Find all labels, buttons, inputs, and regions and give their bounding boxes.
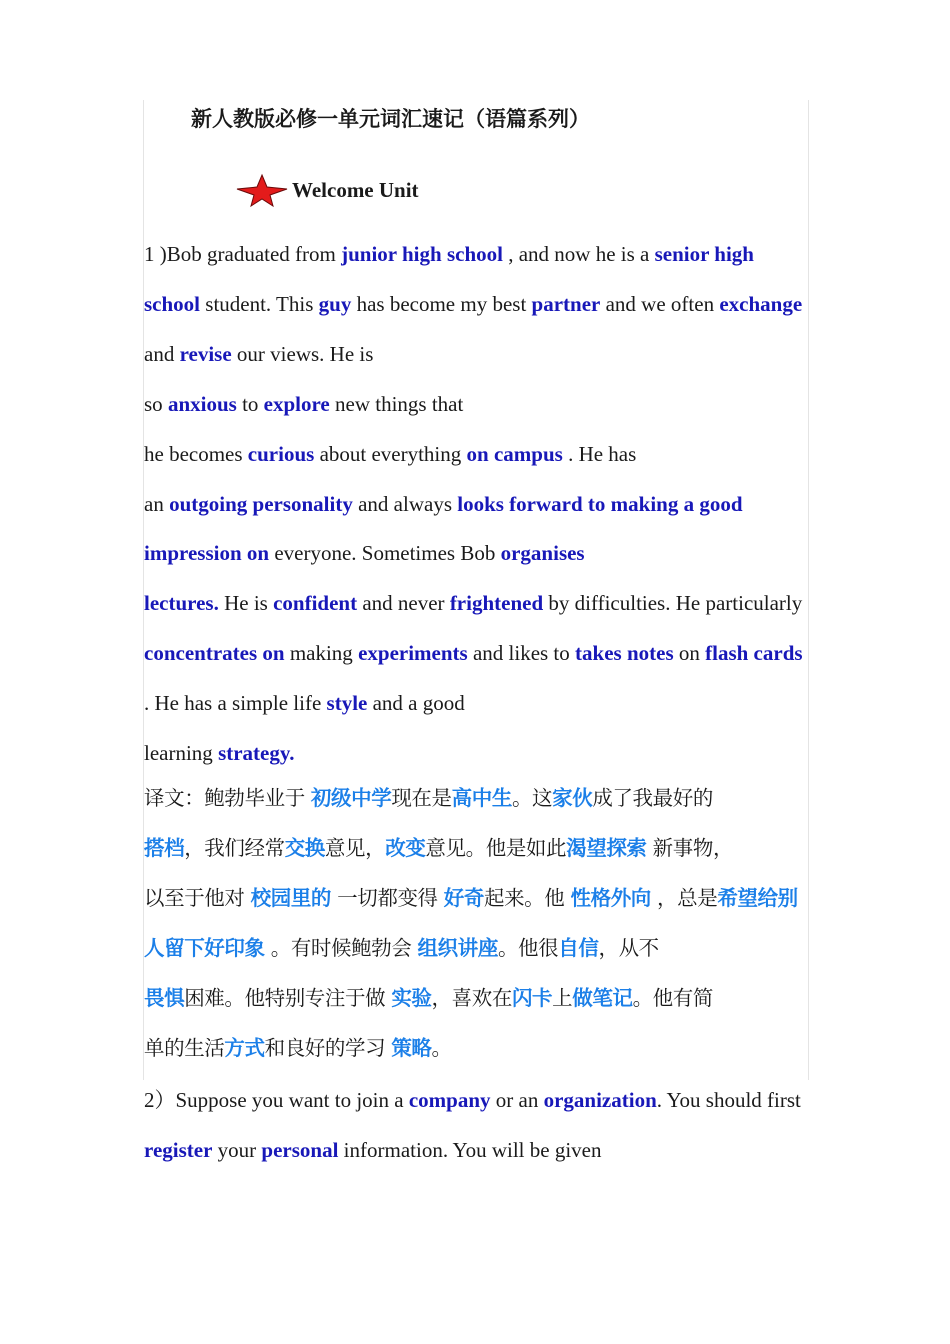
text-segment: 现在是: [391, 786, 452, 810]
text-segment: 单的生活: [144, 1035, 225, 1060]
text-segment: everyone. Sometimes Bob: [269, 541, 501, 566]
vocab-keyword: 校园里的: [250, 885, 332, 910]
paragraph-1: [144, 230, 808, 779]
vocab-keyword: revise: [179, 341, 232, 366]
vocab-keyword: 策略: [391, 1035, 432, 1060]
text-segment: has become my best: [351, 291, 532, 316]
text-segment: an: [144, 491, 170, 516]
text-segment: . He has: [562, 441, 637, 466]
text-segment: so: [144, 391, 168, 416]
vocab-keyword: organises: [500, 541, 585, 566]
text-segment: or an: [490, 1088, 544, 1112]
text-segment: 起来。他: [483, 885, 571, 910]
vocab-keyword: 高中生: [451, 786, 512, 810]
text-segment: and: [144, 341, 180, 366]
vocab-keyword: 实验: [391, 985, 432, 1010]
vocab-keyword: anxious: [167, 391, 237, 416]
text-segment: 困难。他特别专注于做: [184, 985, 392, 1010]
vocab-keyword: company: [408, 1088, 491, 1112]
text-segment: 2）Suppose you want to join a: [144, 1088, 409, 1112]
text-segment: 。这: [511, 786, 553, 810]
text-segment: 和良好的学习: [264, 1035, 392, 1060]
text-segment: 一切都变得: [331, 885, 444, 910]
text-segment: by difficulties. He particularly: [543, 591, 803, 616]
text-segment: . You should first: [656, 1088, 801, 1112]
vocab-keyword: 闪卡: [511, 985, 553, 1010]
vocab-keyword: 交换: [284, 835, 325, 860]
text-segment: on: [673, 641, 706, 666]
vocab-keyword: 渴望探索: [566, 835, 647, 860]
text-segment: and never: [357, 591, 450, 616]
text-segment: 。他有简: [632, 985, 713, 1010]
text-segment: 1 )Bob graduated from: [144, 242, 342, 266]
vocab-keyword: 组织讲座: [417, 935, 498, 960]
vocab-keyword: takes notes: [575, 641, 674, 666]
vocab-keyword: outgoing personality: [169, 491, 353, 516]
unit-heading: [236, 172, 419, 208]
text-segment: your: [212, 1137, 262, 1162]
document-title: 新人教版必修一单元词汇速记（语篇系列）: [191, 107, 590, 131]
text-segment: 意见，: [324, 835, 386, 860]
text-segment: and always: [352, 491, 458, 516]
text-segment: making: [284, 641, 359, 666]
text-segment: 意见。他是如此: [425, 835, 567, 860]
vocab-keyword: frightened: [449, 591, 544, 616]
text-segment: 。: [431, 1035, 452, 1060]
vocab-keyword: 性格外向: [570, 885, 651, 910]
text-segment: and we often: [600, 291, 720, 316]
text-segment: he becomes: [144, 441, 248, 466]
red-star-icon: [236, 172, 288, 208]
text-segment: ，我们经常: [184, 835, 285, 860]
text-segment: , and now he is a: [502, 242, 655, 266]
vocab-keyword: 初级中学: [310, 786, 392, 810]
vocab-keyword: explore: [263, 391, 330, 416]
vocab-keyword: 畏惧: [144, 985, 185, 1010]
vocab-keyword: strategy.: [218, 741, 295, 766]
text-segment: He is: [218, 591, 274, 616]
text-segment: and a good: [367, 691, 465, 716]
vocab-keyword: 自信: [558, 935, 599, 960]
vocab-keyword: guy: [318, 291, 352, 316]
text-segment: student. This: [200, 291, 319, 316]
text-segment: ，从不: [598, 935, 659, 960]
vocab-keyword: 做笔记: [572, 985, 633, 1010]
text-segment: ，总是: [650, 885, 718, 910]
vocab-keyword: lectures.: [144, 591, 219, 616]
vocab-keyword: partner: [531, 291, 601, 316]
text-segment: ，喜欢在: [431, 985, 512, 1010]
vocab-keyword: 搭档: [144, 835, 185, 860]
vocab-keyword: senior high school: [144, 242, 754, 316]
paragraph-1-translation: [144, 774, 812, 1073]
text-segment: learning: [144, 741, 219, 766]
vocab-keyword: exchange: [719, 291, 803, 316]
text-segment: and likes to: [467, 641, 576, 666]
vocab-keyword: confident: [273, 591, 358, 616]
vocab-keyword: junior high school: [341, 242, 503, 266]
vocab-keyword: on campus: [466, 441, 563, 466]
vocab-keyword: register: [144, 1137, 213, 1162]
vocab-keyword: looks forward to making a good impression on: [144, 491, 743, 566]
text-segment: 上: [552, 985, 573, 1010]
vocab-keyword: curious: [247, 441, 315, 466]
vocab-keyword: experiments: [358, 641, 468, 666]
text-segment: information. You will be given: [338, 1137, 602, 1162]
unit-title: Welcome Unit: [292, 177, 419, 202]
vocab-keyword: 方式: [224, 1035, 265, 1060]
text-segment: 新事物，: [646, 835, 734, 860]
text-segment: 成了我最好的: [592, 786, 713, 810]
vocab-keyword: 改变: [385, 835, 426, 860]
text-segment: 译文：鲍勃毕业于: [144, 786, 311, 810]
vocab-keyword: flash cards: [705, 641, 803, 666]
text-segment: new things that: [329, 391, 464, 416]
text-segment: 。有时候鲍勃会: [264, 935, 418, 960]
vocab-keyword: style: [326, 691, 368, 716]
vocab-keyword: organization: [543, 1088, 657, 1112]
text-segment: 以至于他对: [144, 885, 251, 910]
vocab-keyword: 家伙: [552, 786, 593, 810]
vocab-keyword: concentrates on: [144, 641, 285, 666]
vocab-keyword: 好奇: [443, 885, 484, 910]
text-segment: to: [236, 391, 264, 416]
text-segment: about everything: [314, 441, 467, 466]
vocab-keyword: personal: [261, 1137, 339, 1162]
vocab-keyword: 希望给别人留下好印象: [144, 885, 798, 960]
text-segment: our views. He is: [231, 341, 374, 366]
paragraph-2: [144, 1076, 808, 1176]
text-segment: . He has a simple life: [144, 691, 327, 716]
text-segment: 。他很: [497, 935, 559, 960]
